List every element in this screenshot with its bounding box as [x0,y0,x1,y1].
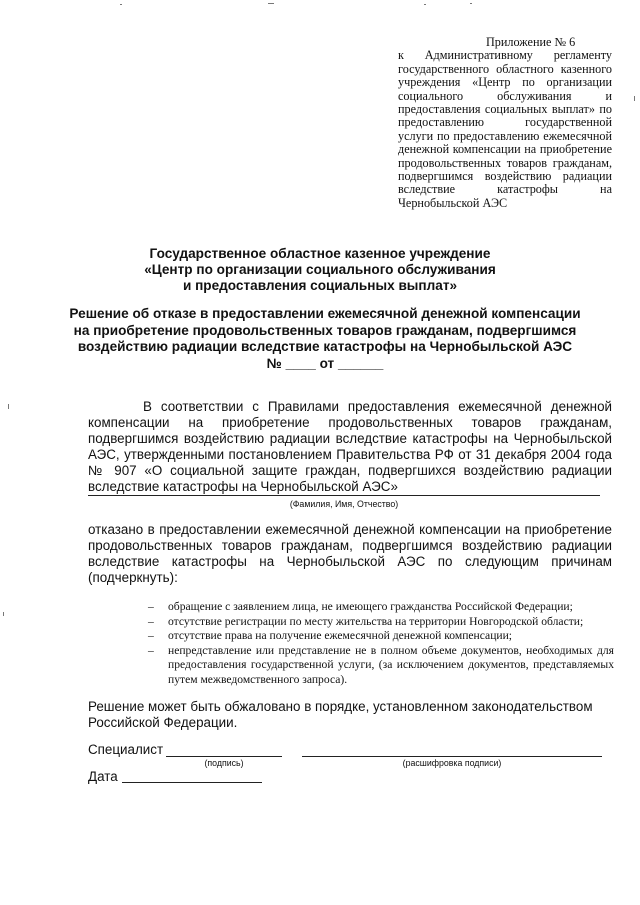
decision-number-line: № ____ от ______ [266,355,384,371]
paragraph-legal-basis: В соответствии с Правилами предоставления ежемесячной денежной компенсации на приобретение продовольственных товаров гражданам, подвергшимся воздействию радиации вследствие катастрофы на Чернобыльской АЭС, утвержденными постановлением Правительства РФ от 31 декабря 2004 года № 907 «О социальной защите граждан, подвергшихся воздействию радиации вследствие катастрофы на Чернобыльской АЭС» [88,399,612,494]
scan-speck [470,3,472,4]
scan-speck [424,4,426,5]
reason-item [148,600,614,615]
date-label: Дата [88,769,118,784]
decoding-caption: (расшифровка подписи) [402,758,502,768]
annex-text: к Административному регламенту государственного областного казенного учреждения «Центр по организации социального обслуживания и предоставления социальных выплат» по предоставлению государственной услуги по предоставлению ежемесячной денежной компенсации на приобретение продовольственных товаров гражданам, подвергшимся воздействию радиации вследствие катастрофы на Чернобыльской АЭС [398,48,612,210]
fio-underline [88,495,600,496]
organization-line-2: «Центр по организации социального обслуживания [144,262,496,277]
organization-header [40,246,600,294]
fio-caption: (Фамилия, Имя, Отчество) [289,499,399,509]
decision-heading: Решение об отказе в предоставлении ежемесячной денежной компенсации на приобретение продовольственных товаров гражданам, подвергшимся воздействию радиации вследствие катастрофы на Чернобыльской АЭС [69,306,581,354]
organization-line-1: Государственное областное казенное учреждение [149,246,491,261]
reason-text: обращение с заявлением лица, не имеющего гражданства Российской Федерации; [168,600,573,613]
reason-item [148,615,614,630]
paragraph-appeal: Решение может быть обжаловано в порядке, установленном законодательством Российской Федерации. [88,699,593,730]
dash-marker: – [148,643,154,657]
reason-text: отсутствие права на получение ежемесячной денежной компенсации; [168,629,513,642]
annex-block [398,36,612,210]
decoding-line [302,756,602,757]
scan-speck [3,612,4,616]
scan-speck [8,404,9,409]
signature-line [166,756,282,757]
specialist-label: Специалист [88,742,164,757]
reasons-list [148,600,614,687]
reason-item [148,629,614,644]
paragraph-refusal: отказано в предоставлении ежемесячной денежной компенсации на приобретение продовольственных товаров гражданам, подвергшимся воздействию радиации вследствие катастрофы на Чернобыльской АЭС по следующим причинам (подчеркнуть): [88,522,612,585]
scan-speck [634,96,635,101]
decision-title [60,306,590,372]
signature-caption: (подпись) [204,758,244,768]
organization-line-3: и предоставления социальных выплат» [182,278,458,293]
reason-item [148,644,614,688]
dash-marker: – [148,629,154,642]
scan-speck [268,3,274,4]
reason-text: отсутствие регистрации по месту жительства на территории Новгородской области; [168,614,584,628]
scan-speck [120,4,122,5]
dash-marker: – [148,600,154,613]
date-line [122,782,262,783]
dash-marker: – [148,614,154,628]
reason-text: непредставление или представление не в полном объеме документов, необходимых для предоставления государственной услуги, (за исключением документов, представляемых путем межведомственного запроса). [168,643,614,686]
annex-title: Приложение № 6 [486,35,576,49]
